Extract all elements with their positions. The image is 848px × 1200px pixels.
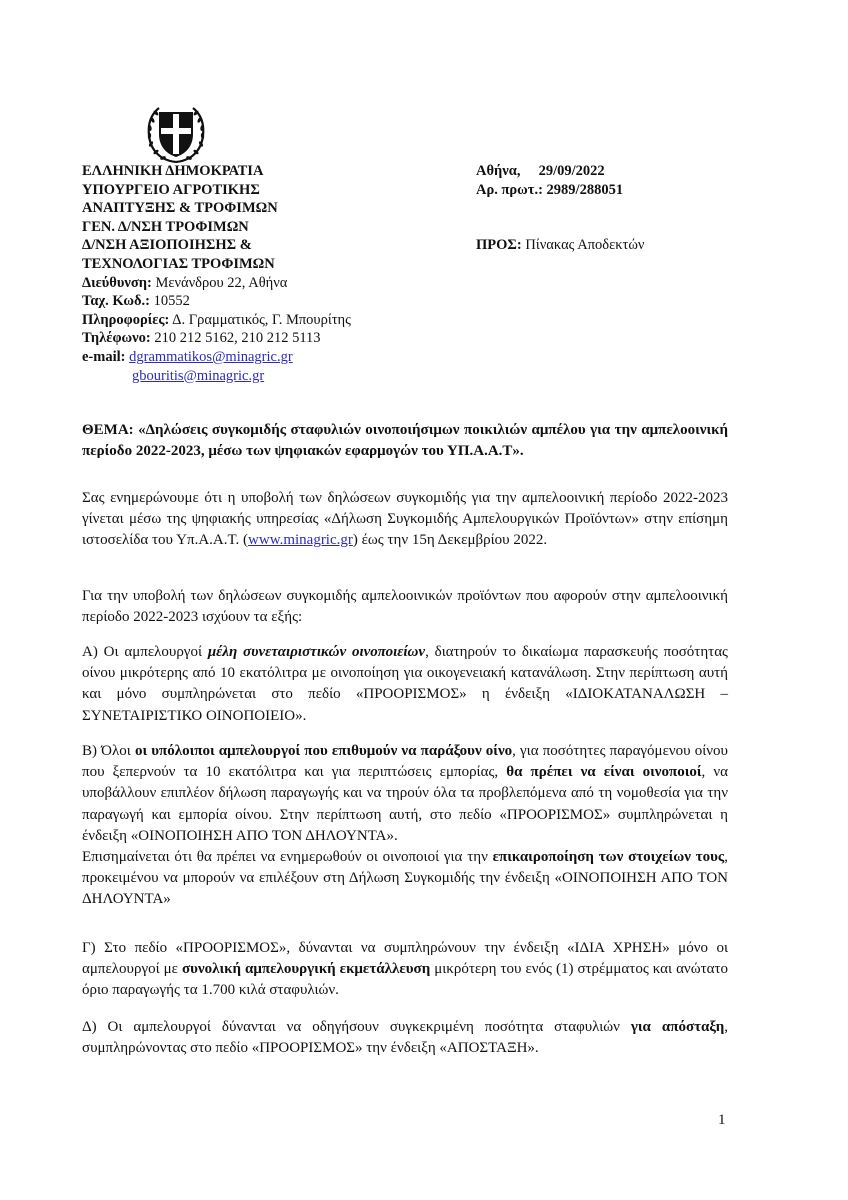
- pd-text-b: , συμπληρώνοντας στο πεδίο «ΠΡΟΟΡΙΣΜΟΣ» την ένδειξη «ΑΠΟΣΤΑΞΗ».: [82, 1019, 729, 1057]
- subject-heading: ΘΕΜΑ: «Δηλώσεις συγκομιδής σταφυλιών οινοποιήσιμων ποικιλιών αμπέλου για την αμπελοοινική περίοδο 2022-2023, μέσω των ψηφιακών εφαρμογών του ΥΠ.Α.Α.Τ».: [82, 422, 728, 459]
- info-label: Πληροφορίες:: [82, 311, 170, 328]
- pb-bold-3: επικαιροποίηση των στοιχείων τους: [492, 849, 725, 866]
- info-value: Δ. Γραμματικός, Γ. Μπουρίτης: [169, 311, 351, 328]
- paragraph-c: [82, 938, 728, 1002]
- pb-text-d: Επισημαίνεται ότι θα πρέπει να ενημερωθούν οι οινοποιοί για την: [82, 849, 493, 866]
- pa-text-b: , διατηρούν το δικαίωμα παρασκευής ποσότητας οίνου μικρότερης από 10 εκατόλιτρα με οινοποίηση για οικογενειακή κατανάλωση. Στην περίπτωση αυτή και μόνο συμπληρώνεται στο πεδίο «ΠΡΟΟΡΙΣΜΟΣ» η ένδειξη «ΙΔΙΟΚΑΤΑΝΑΛΩΣΗ – ΣΥΝΕΤΑΙΡΙΣΤΙΚΟ ΟΙΝΟΠΟΙΕΙΟ».: [82, 644, 728, 724]
- pc-text-a: Γ) Στο πεδίο «ΠΡΟΟΡΙΣΜΟΣ», δύνανται να συμπληρώνουν την ένδειξη «ΙΔΙΑ ΧΡΗΣΗ» μόνο οι αμπελουργοί με: [82, 940, 728, 978]
- pa-text-a: Α) Οι αμπελουργοί: [82, 644, 208, 660]
- paragraph-intro: [82, 488, 728, 552]
- pb-bold-1: οι υπόλοιποι αμπελουργοί που επιθυμούν να παράξουν οίνο: [134, 743, 513, 759]
- org-line: ΕΛΛΗΝΙΚΗ ΔΗΜΟΚΡΑΤΙΑ: [82, 163, 264, 179]
- org-line: ΑΝΑΠΤΥΞΗΣ & ΤΡΟΦΙΜΩΝ: [82, 200, 278, 217]
- pb-text-c: , να υποβάλλουν επιπλέον δήλωση παραγωγής και να τηρούν όλα τα προβλεπόμενα από τη νομοθεσία για την παραγωγή και εμπορία οίνου. Στην περίπτωση αυτή, στο πεδίο «ΠΡΟΟΡΙΣΜΟΣ» συμπληρώνεται η ένδειξη «ΟΙΝΟΠΟΙΗΣΗ ΑΠΟ ΤΟΝ ΔΗΛΟΥΝΤΑ».: [82, 764, 728, 844]
- to-label: ΠΡΟΣ:: [476, 237, 522, 253]
- postal-label: Ταχ. Κωδ.:: [82, 293, 150, 310]
- email-link-1[interactable]: dgrammatikos@minagric.gr: [129, 348, 293, 365]
- date-line: Αθήνα, 29/09/2022: [476, 163, 605, 179]
- paragraph-a: [82, 642, 728, 727]
- paragraph-scope: Για την υποβολή των δηλώσεων συγκομιδής αμπελοοινικών προϊόντων που αφορούν στην αμπελοοινική περίοδο 2022-2023 ισχύουν τα εξής:: [82, 588, 728, 626]
- paragraph-d: [82, 1017, 728, 1059]
- org-line: ΥΠΟΥΡΓΕΙΟ ΑΓΡΟΤΙΚΗΣ: [82, 181, 260, 198]
- p1-text-a: Σας ενημερώνουμε ότι η υποβολή των δηλώσεων συγκομιδής για την αμπελοοινική περίοδο 2022-2023 γίνεται μέσω της ψηφιακής υπηρεσίας «Δήλωση Συγκομιδής Αμπελουργικών Προϊόντων» στην επίσημη ιστοσελίδα του Υπ.Α.Α.Τ. (: [82, 490, 728, 549]
- phone-line: [82, 329, 422, 348]
- date-protocol-block: [476, 162, 776, 199]
- email-line-2: [82, 367, 422, 386]
- postal-line: [82, 292, 422, 311]
- email-label: e-mail:: [82, 348, 126, 365]
- paragraph-b: [82, 741, 728, 911]
- email-line: [82, 348, 422, 367]
- pd-bold: για απόσταξη: [630, 1019, 725, 1035]
- org-line: Δ/ΝΣΗ ΑΞΙΟΠΟΙΗΣΗΣ &: [82, 237, 252, 254]
- pc-bold: συνολική αμπελουργική εκμετάλλευση: [181, 961, 431, 978]
- address-value: Μενάνδρου 22, Αθήνα: [151, 274, 288, 291]
- info-line: [82, 311, 422, 330]
- postal-value: 10552: [149, 293, 190, 310]
- org-line: ΤΕΧΝΟΛΟΓΙΑΣ ΤΡΟΦΙΜΩΝ: [82, 255, 275, 272]
- recipient-line: [476, 236, 644, 255]
- pa-bold: μέλη συνεταιριστικών οινοποιείων: [207, 644, 426, 660]
- pc-text-b: μικρότερη του ενός (1) στρέμματος και ανώτατο όριο παραγωγής τα 1.700 κιλά σταφυλιών.: [82, 961, 729, 999]
- pb-text-e: , προκειμένου να μπορούν να επιλέξουν στη Δήλωση Συγκομιδής την ένδειξη «ΟΙΝΟΠΟΙΗΣΗ ΑΠΟ ΤΟΝ ΔΗΛΟΥΝΤΑ»: [82, 849, 728, 908]
- address-label: Διεύθυνση:: [82, 274, 152, 291]
- sender-block: [82, 162, 422, 385]
- pb-text-b: , για ποσότητες παραγόμενου οίνου που ξεπερνούν τα 10 εκατόλιτρα και για περιπτώσεις εμπορίας,: [82, 743, 728, 781]
- org-line: ΓΕΝ. Δ/ΝΣΗ ΤΡΟΦΙΜΩΝ: [82, 218, 249, 235]
- pd-text-a: Δ) Οι αμπελουργοί δύνανται να οδηγήσουν συγκεκριμένη ποσότητα σταφυλιών: [82, 1019, 631, 1035]
- phone-label: Τηλέφωνο:: [82, 330, 151, 347]
- pb-bold-2: θα πρέπει να είναι οινοποιοί: [506, 764, 702, 781]
- pb-text-a: Β) Όλοι: [82, 743, 135, 759]
- protocol-line: Αρ. πρωτ.: 2989/288051: [476, 181, 624, 198]
- page-number: 1: [718, 1112, 726, 1128]
- phone-value: 210 212 5162, 210 212 5113: [150, 330, 321, 347]
- p1-text-b: ) έως την 15η Δεκεμβρίου 2022.: [352, 532, 548, 549]
- greek-coat-of-arms-icon: [145, 104, 207, 166]
- address-line: [82, 274, 422, 293]
- email-link-2[interactable]: gbouritis@minagric.gr: [132, 367, 265, 384]
- website-link[interactable]: www.minagric.gr: [248, 532, 353, 549]
- to-value: Πίνακας Αποδεκτών: [521, 237, 645, 253]
